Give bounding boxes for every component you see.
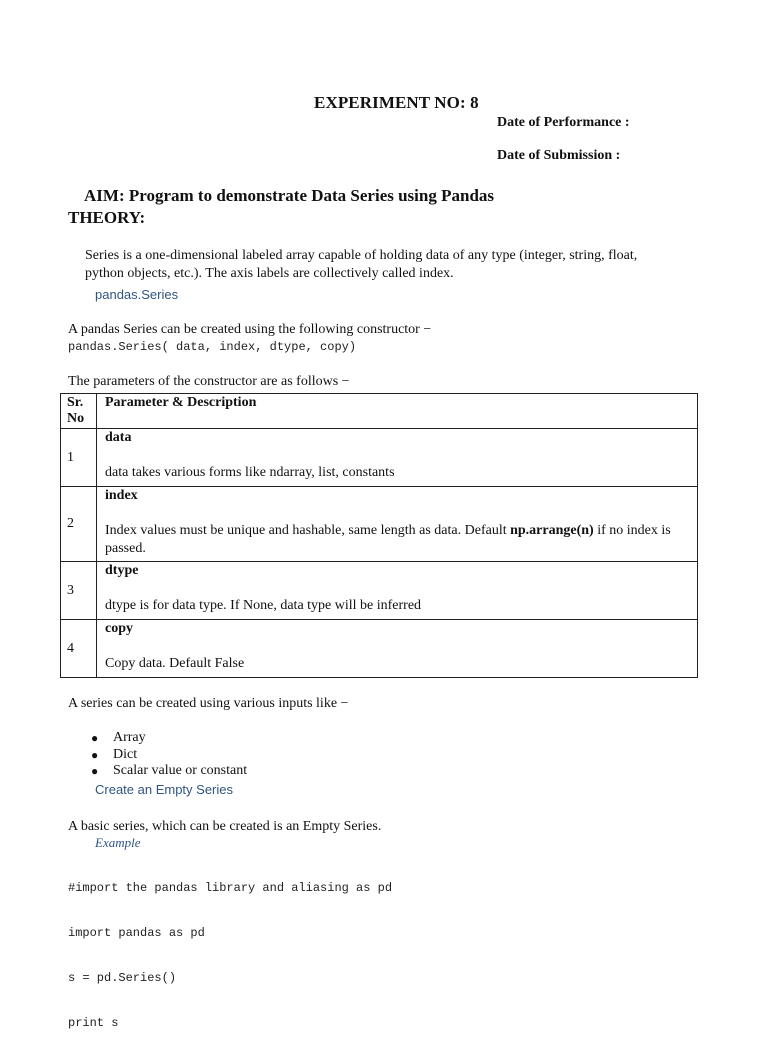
intro-line-2: python objects, etc.). The axis labels are collectively called index.: [85, 266, 454, 281]
list-item-label: Dict: [113, 746, 138, 762]
date-of-submission-label: Date of Submission :: [497, 148, 621, 163]
code-line: import pandas as pd: [68, 926, 205, 940]
param-description: data takes various forms like ndarray, list, constants: [105, 465, 395, 480]
date-of-performance-label: Date of Performance :: [497, 115, 630, 130]
code-line: #import the pandas library and aliasing as pd: [68, 881, 393, 895]
inputs-intro: A series can be created using various inputs like −: [68, 696, 349, 711]
param-description-text: Index values must be unique and hashable, same length as data. Default: [105, 523, 511, 538]
param-description: Copy data. Default False: [105, 656, 245, 671]
row-sr: 2: [61, 487, 97, 562]
param-default-value: np.arrange(n): [510, 523, 594, 538]
table-header-row: [61, 394, 698, 429]
header-parameter-description: Parameter & Description: [97, 394, 698, 429]
constructor-code: pandas.Series( data, index, dtype, copy): [68, 340, 357, 354]
list-item-label: Array: [113, 730, 146, 745]
constructor-intro: A pandas Series can be created using the following constructor −: [68, 322, 432, 337]
param-description: dtype is for data type. If None, data type will be inferred: [105, 598, 422, 613]
list-item: [68, 763, 247, 780]
table-row: [61, 429, 698, 487]
intro-line-1: Series is a one-dimensional labeled array capable of holding data of any type (integer, string, float,: [85, 248, 638, 263]
param-description-tail: if no index is passed.: [105, 523, 671, 556]
table-row: [61, 620, 698, 678]
aim-heading: AIM: Program to demonstrate Data Series using Pandas: [84, 186, 495, 205]
bullet-icon: ●: [91, 764, 99, 778]
param-name: data: [105, 430, 132, 445]
params-intro: The parameters of the constructor are as follows −: [68, 374, 350, 389]
row-param-cell: [97, 620, 698, 678]
row-sr: 3: [61, 562, 97, 620]
experiment-title: EXPERIMENT NO: 8: [314, 93, 479, 112]
theory-heading: THEORY:: [68, 208, 146, 227]
empty-series-intro: A basic series, which can be created is an Empty Series.: [68, 819, 382, 834]
example-label: Example: [95, 835, 141, 850]
bullet-icon: ●: [91, 747, 99, 762]
param-description: [105, 522, 689, 558]
row-sr: 1: [61, 429, 97, 487]
code-line: s = pd.Series(): [68, 971, 177, 985]
inputs-list: [68, 730, 247, 780]
create-empty-series-heading: Create an Empty Series: [95, 782, 234, 797]
list-item: [68, 730, 247, 747]
row-param-cell: [97, 429, 698, 487]
param-name: copy: [105, 621, 133, 636]
header-sr-text: Sr. No: [67, 395, 85, 426]
header-sr-no: [61, 394, 97, 429]
parameters-table: [60, 393, 698, 678]
example-code-block: [68, 851, 392, 1046]
bullet-icon: ●: [91, 731, 99, 745]
list-item: [68, 747, 247, 764]
table-row: [61, 487, 698, 562]
pandas-series-heading: pandas.Series: [95, 287, 179, 302]
table-row: [61, 562, 698, 620]
row-param-cell: [97, 562, 698, 620]
row-sr: 4: [61, 620, 97, 678]
param-name: index: [105, 488, 138, 503]
code-line: print s: [68, 1016, 119, 1030]
row-param-cell: [97, 487, 698, 562]
param-name: dtype: [105, 563, 139, 578]
list-item-label: Scalar value or constant: [113, 763, 248, 778]
